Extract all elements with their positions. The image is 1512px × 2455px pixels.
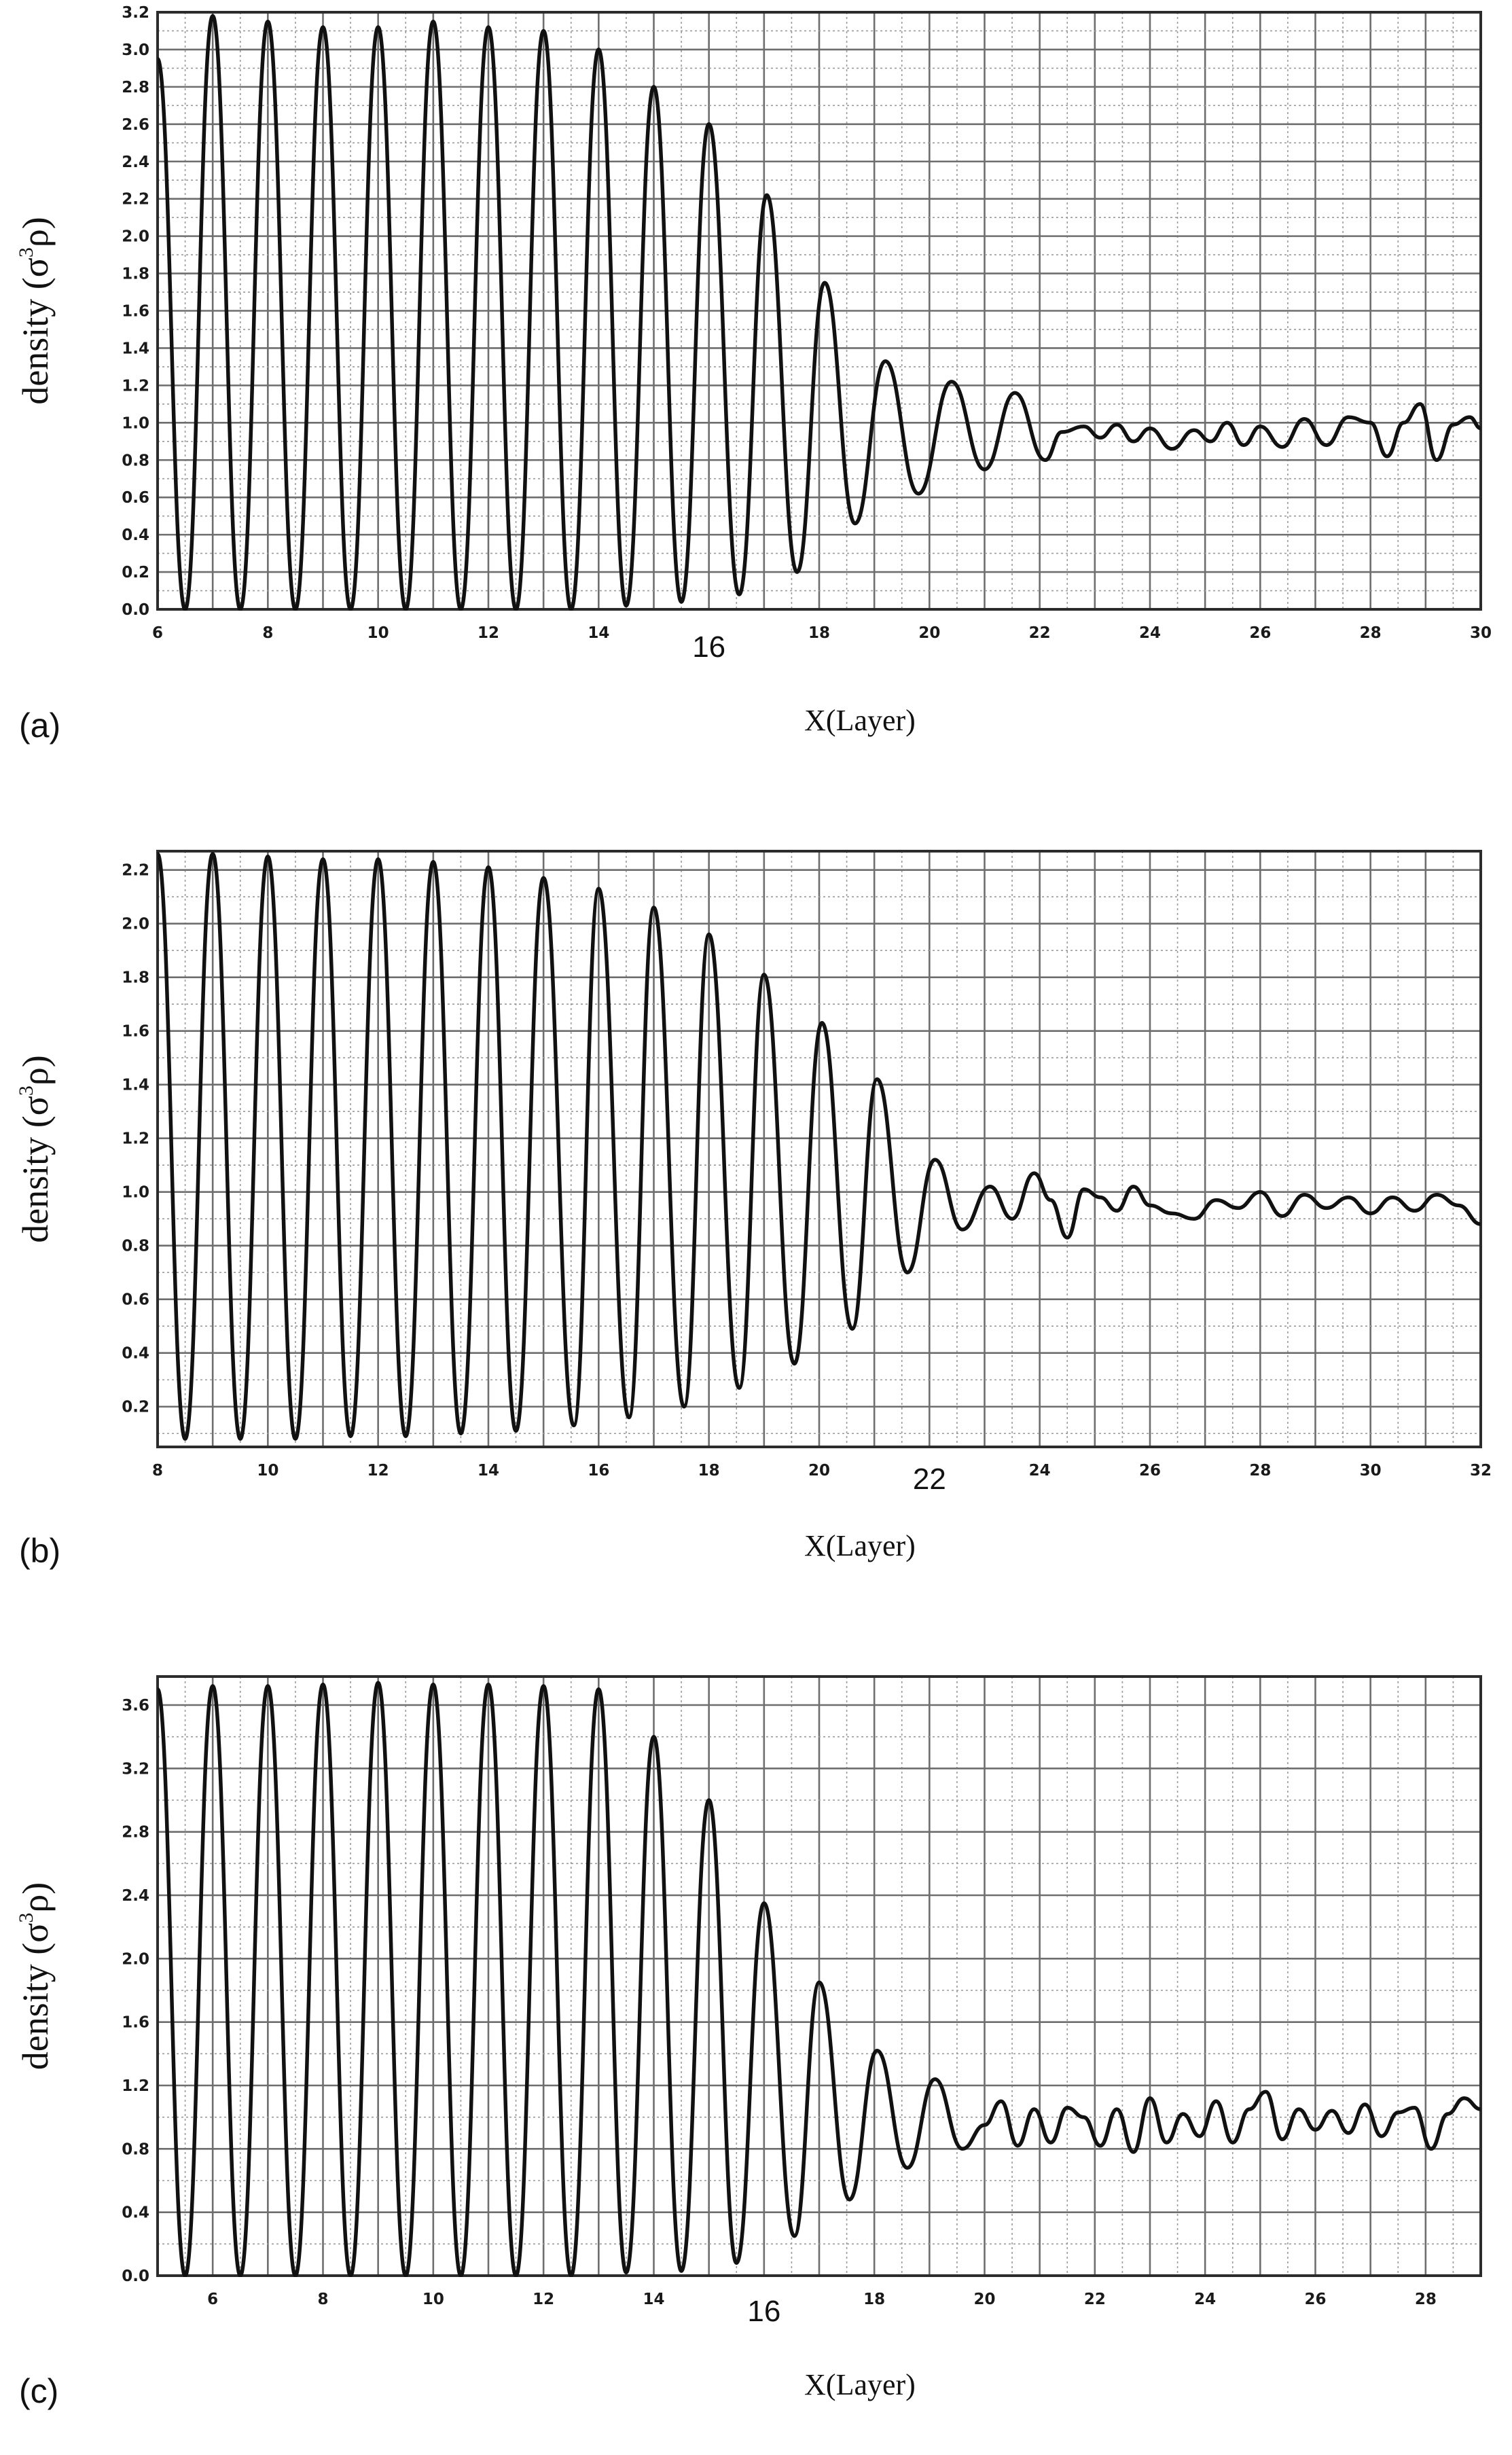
y-tick-label: 3.6 bbox=[122, 1697, 149, 1715]
x-tick-label: 22 bbox=[1028, 624, 1051, 642]
x-tick-label: 10 bbox=[422, 2291, 444, 2308]
y-tick-label: 3.2 bbox=[122, 4, 149, 22]
x-tick-label: 26 bbox=[1138, 1462, 1162, 1480]
x-tick-label: 14 bbox=[477, 1462, 500, 1480]
x-tick-label: 10 bbox=[257, 1462, 279, 1480]
y-tick-label: 2.0 bbox=[122, 1950, 149, 1969]
x-tick-label: 28 bbox=[1414, 2291, 1437, 2308]
x-tick-label: 18 bbox=[808, 624, 831, 642]
x-tick-label: 8 bbox=[317, 2291, 329, 2308]
x-tick-label: 26 bbox=[1304, 2291, 1327, 2308]
x-tick-label: 18 bbox=[698, 1462, 720, 1480]
y-tick-label: 1.4 bbox=[122, 340, 149, 358]
y-axis-label-superscript: 3 bbox=[15, 1912, 37, 1923]
x-tick-label: 24 bbox=[1138, 624, 1162, 642]
x-tick-label: 20 bbox=[808, 1462, 831, 1480]
x-tick-label: 24 bbox=[1028, 1462, 1051, 1480]
y-tick-label: 2.0 bbox=[122, 228, 149, 246]
y-tick-label: 2.2 bbox=[122, 861, 149, 880]
x-marker-label: 22 bbox=[912, 1463, 946, 1496]
x-tick-label: 30 bbox=[1359, 1462, 1382, 1480]
y-tick-label: 0.2 bbox=[122, 564, 149, 582]
y-tick-label: 2.8 bbox=[122, 1823, 149, 1842]
panel-label: (c) bbox=[19, 2372, 59, 2410]
y-tick-label: 1.6 bbox=[122, 2013, 149, 2032]
y-tick-label: 3.0 bbox=[122, 41, 149, 59]
x-tick-label: 6 bbox=[151, 624, 164, 642]
x-marker-label: 16 bbox=[747, 2295, 781, 2328]
y-tick-label: 0.8 bbox=[122, 2140, 149, 2159]
y-tick-label: 0.2 bbox=[122, 1398, 149, 1416]
y-axis-label: density $(\sigma^3\rho)$ bbox=[15, 1055, 56, 1243]
y-tick-label: 0.8 bbox=[122, 1237, 149, 1255]
x-tick-label: 12 bbox=[533, 2291, 555, 2308]
y-tick-label: 0.0 bbox=[122, 2268, 149, 2285]
y-axis-label: density $(\sigma^3\rho)$ bbox=[15, 217, 56, 405]
x-tick-label: 12 bbox=[477, 624, 500, 642]
y-tick-label: 2.0 bbox=[122, 915, 149, 933]
y-tick-label: 1.2 bbox=[122, 377, 149, 395]
y-tick-label: 0.6 bbox=[122, 489, 149, 507]
panel-label: (a) bbox=[19, 706, 61, 745]
y-tick-label: 1.0 bbox=[122, 414, 149, 433]
x-tick-label: 14 bbox=[588, 624, 610, 642]
y-axis-label: density $(\sigma^3\rho)$ bbox=[15, 1882, 56, 2071]
y-tick-label: 3.2 bbox=[122, 1760, 149, 1778]
x-tick-label: 10 bbox=[367, 624, 389, 642]
y-tick-label: 0.4 bbox=[122, 1344, 149, 1363]
x-axis-label: X(Layer) bbox=[804, 2368, 916, 2401]
x-tick-label: 28 bbox=[1249, 1462, 1272, 1480]
panel-c bbox=[15, 1677, 1481, 2410]
x-tick-label: 26 bbox=[1249, 624, 1272, 642]
x-tick-label: 12 bbox=[367, 1462, 389, 1480]
y-tick-label: 1.6 bbox=[122, 302, 149, 321]
y-tick-label: 1.6 bbox=[122, 1022, 149, 1041]
x-axis-label: X(Layer) bbox=[804, 1529, 916, 1562]
y-tick-label: 2.6 bbox=[122, 115, 149, 134]
x-tick-label: 20 bbox=[918, 624, 941, 642]
x-axis-label: X(Layer) bbox=[804, 704, 916, 737]
x-tick-label: 20 bbox=[973, 2291, 996, 2308]
y-tick-label: 2.4 bbox=[122, 1887, 149, 1905]
x-tick-label: 22 bbox=[1083, 2291, 1106, 2308]
y-tick-label: 1.2 bbox=[122, 1130, 149, 1148]
panel-b bbox=[15, 851, 1492, 1570]
x-tick-label: 30 bbox=[1469, 624, 1492, 642]
x-tick-label: 14 bbox=[643, 2291, 665, 2308]
y-tick-label: 0.8 bbox=[122, 452, 149, 470]
y-tick-label: 0.6 bbox=[122, 1291, 149, 1309]
x-marker-label: 16 bbox=[692, 630, 726, 664]
y-tick-label: 1.4 bbox=[122, 1076, 149, 1094]
x-tick-label: 8 bbox=[262, 624, 274, 642]
y-tick-label: 1.8 bbox=[122, 265, 149, 283]
y-tick-label: 1.2 bbox=[122, 2077, 149, 2095]
y-tick-label: 0.0 bbox=[122, 601, 149, 619]
y-tick-label: 2.8 bbox=[122, 78, 149, 96]
y-tick-label: 1.8 bbox=[122, 969, 149, 987]
y-tick-label: 1.0 bbox=[122, 1183, 149, 1202]
y-tick-label: 0.4 bbox=[122, 2204, 149, 2222]
panel-label: (b) bbox=[19, 1532, 61, 1570]
x-tick-label: 6 bbox=[207, 2291, 219, 2308]
y-axis-label-superscript: 3 bbox=[15, 1086, 37, 1096]
x-tick-label: 18 bbox=[863, 2291, 886, 2308]
grid bbox=[158, 1677, 1481, 2276]
y-tick-label: 2.4 bbox=[122, 153, 149, 171]
x-tick-label: 32 bbox=[1469, 1462, 1492, 1480]
y-axis-label-superscript: 3 bbox=[15, 247, 37, 258]
x-tick-label: 16 bbox=[588, 1462, 610, 1480]
x-tick-label: 8 bbox=[151, 1462, 164, 1480]
y-tick-label: 0.4 bbox=[122, 526, 149, 545]
x-tick-label: 24 bbox=[1194, 2291, 1217, 2308]
panel-a bbox=[15, 4, 1492, 745]
x-tick-label: 28 bbox=[1359, 624, 1382, 642]
y-tick-label: 2.2 bbox=[122, 190, 149, 209]
